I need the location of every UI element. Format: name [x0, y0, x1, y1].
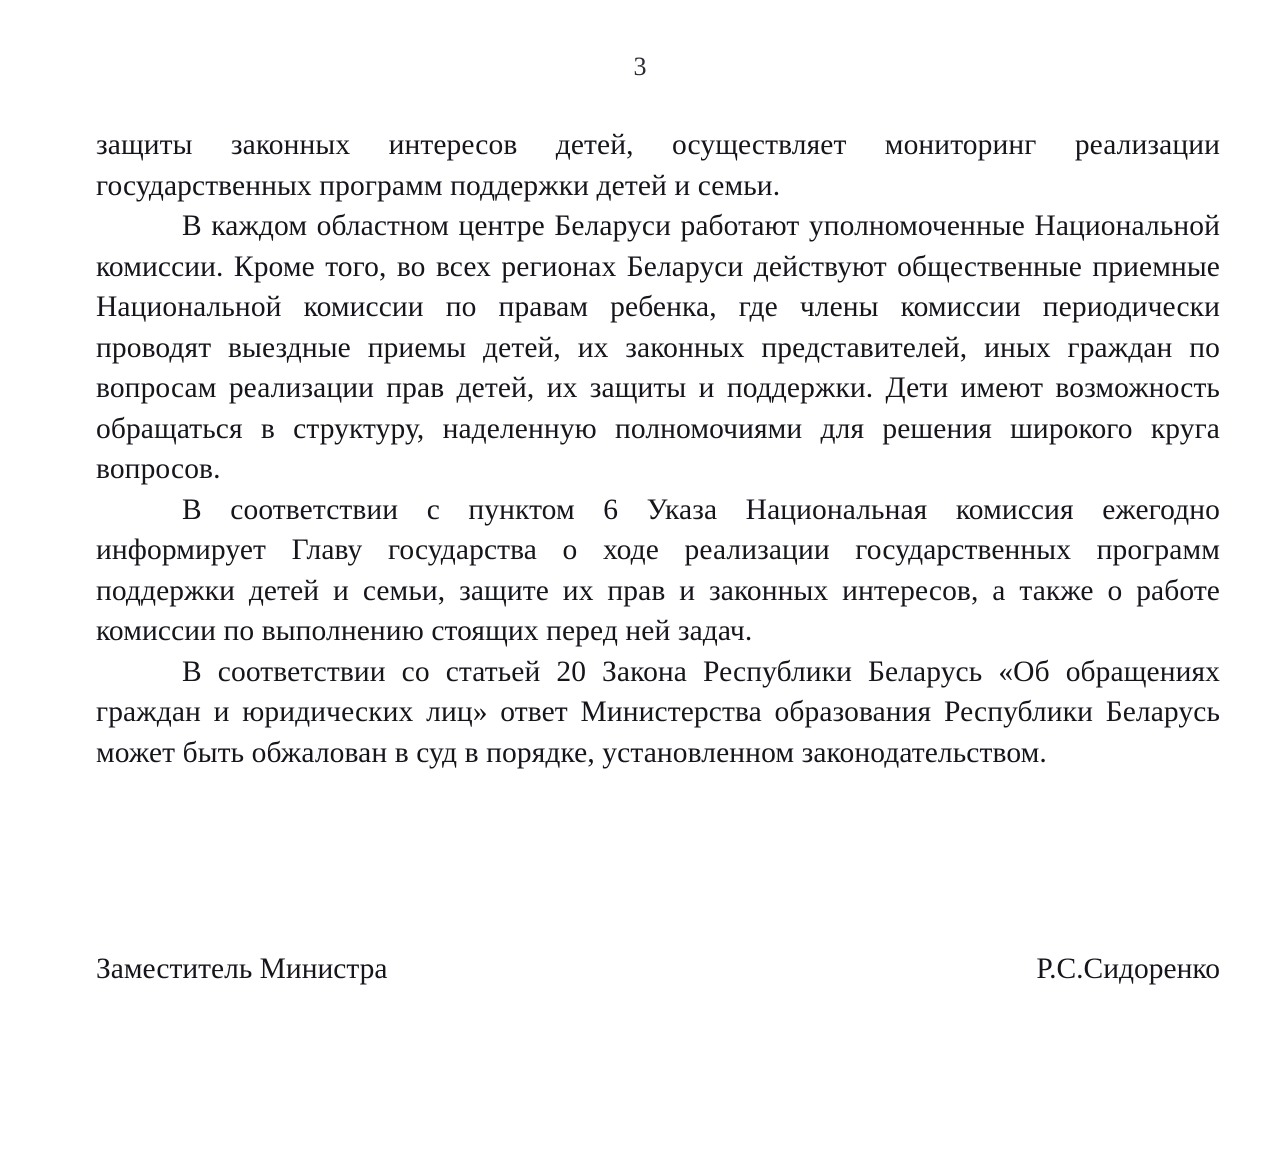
paragraph-regional-offices: В каждом областном центре Беларуси работают уполномоченные Национальной комиссии. Кроме того, во всех регионах Беларуси действуют общественные приемные Национальной комиссии по правам ребенка, где члены комиссии периодически проводят выездные приемы детей, их законных представителей, иных граждан по вопросам реализации прав детей, их защиты и поддержки. Дети имеют возможность обращаться в структуру, наделенную полномочиями для решения широкого круга вопросов. [96, 210, 1220, 485]
paragraph-continuation: защиты законных интересов детей, осуществляет мониторинг реализации государственных программ поддержки детей и семьи. [96, 129, 1220, 202]
document-body [96, 125, 1220, 773]
paragraph-annual-report: В соответствии с пунктом 6 Указа Национальная комиссия ежегодно информирует Главу государства о ходе реализации государственных программ поддержки детей и семьи, защите их прав и законных интересов, а также о работе комиссии по выполнению стоящих перед ней задач. [96, 493, 1220, 647]
page-number: 3 [633, 52, 647, 81]
signatory-name: Р.С.Сидоренко [1036, 953, 1220, 985]
signatory-title: Заместитель Министра [96, 953, 388, 985]
signature-block [96, 950, 1220, 988]
paragraph-appeal-rights: В соответствии со статьей 20 Закона Республики Беларусь «Об обращениях граждан и юридических лиц» ответ Министерства образования Республики Беларусь может быть обжалован в суд в порядке, установленном законодательством. [96, 655, 1220, 769]
